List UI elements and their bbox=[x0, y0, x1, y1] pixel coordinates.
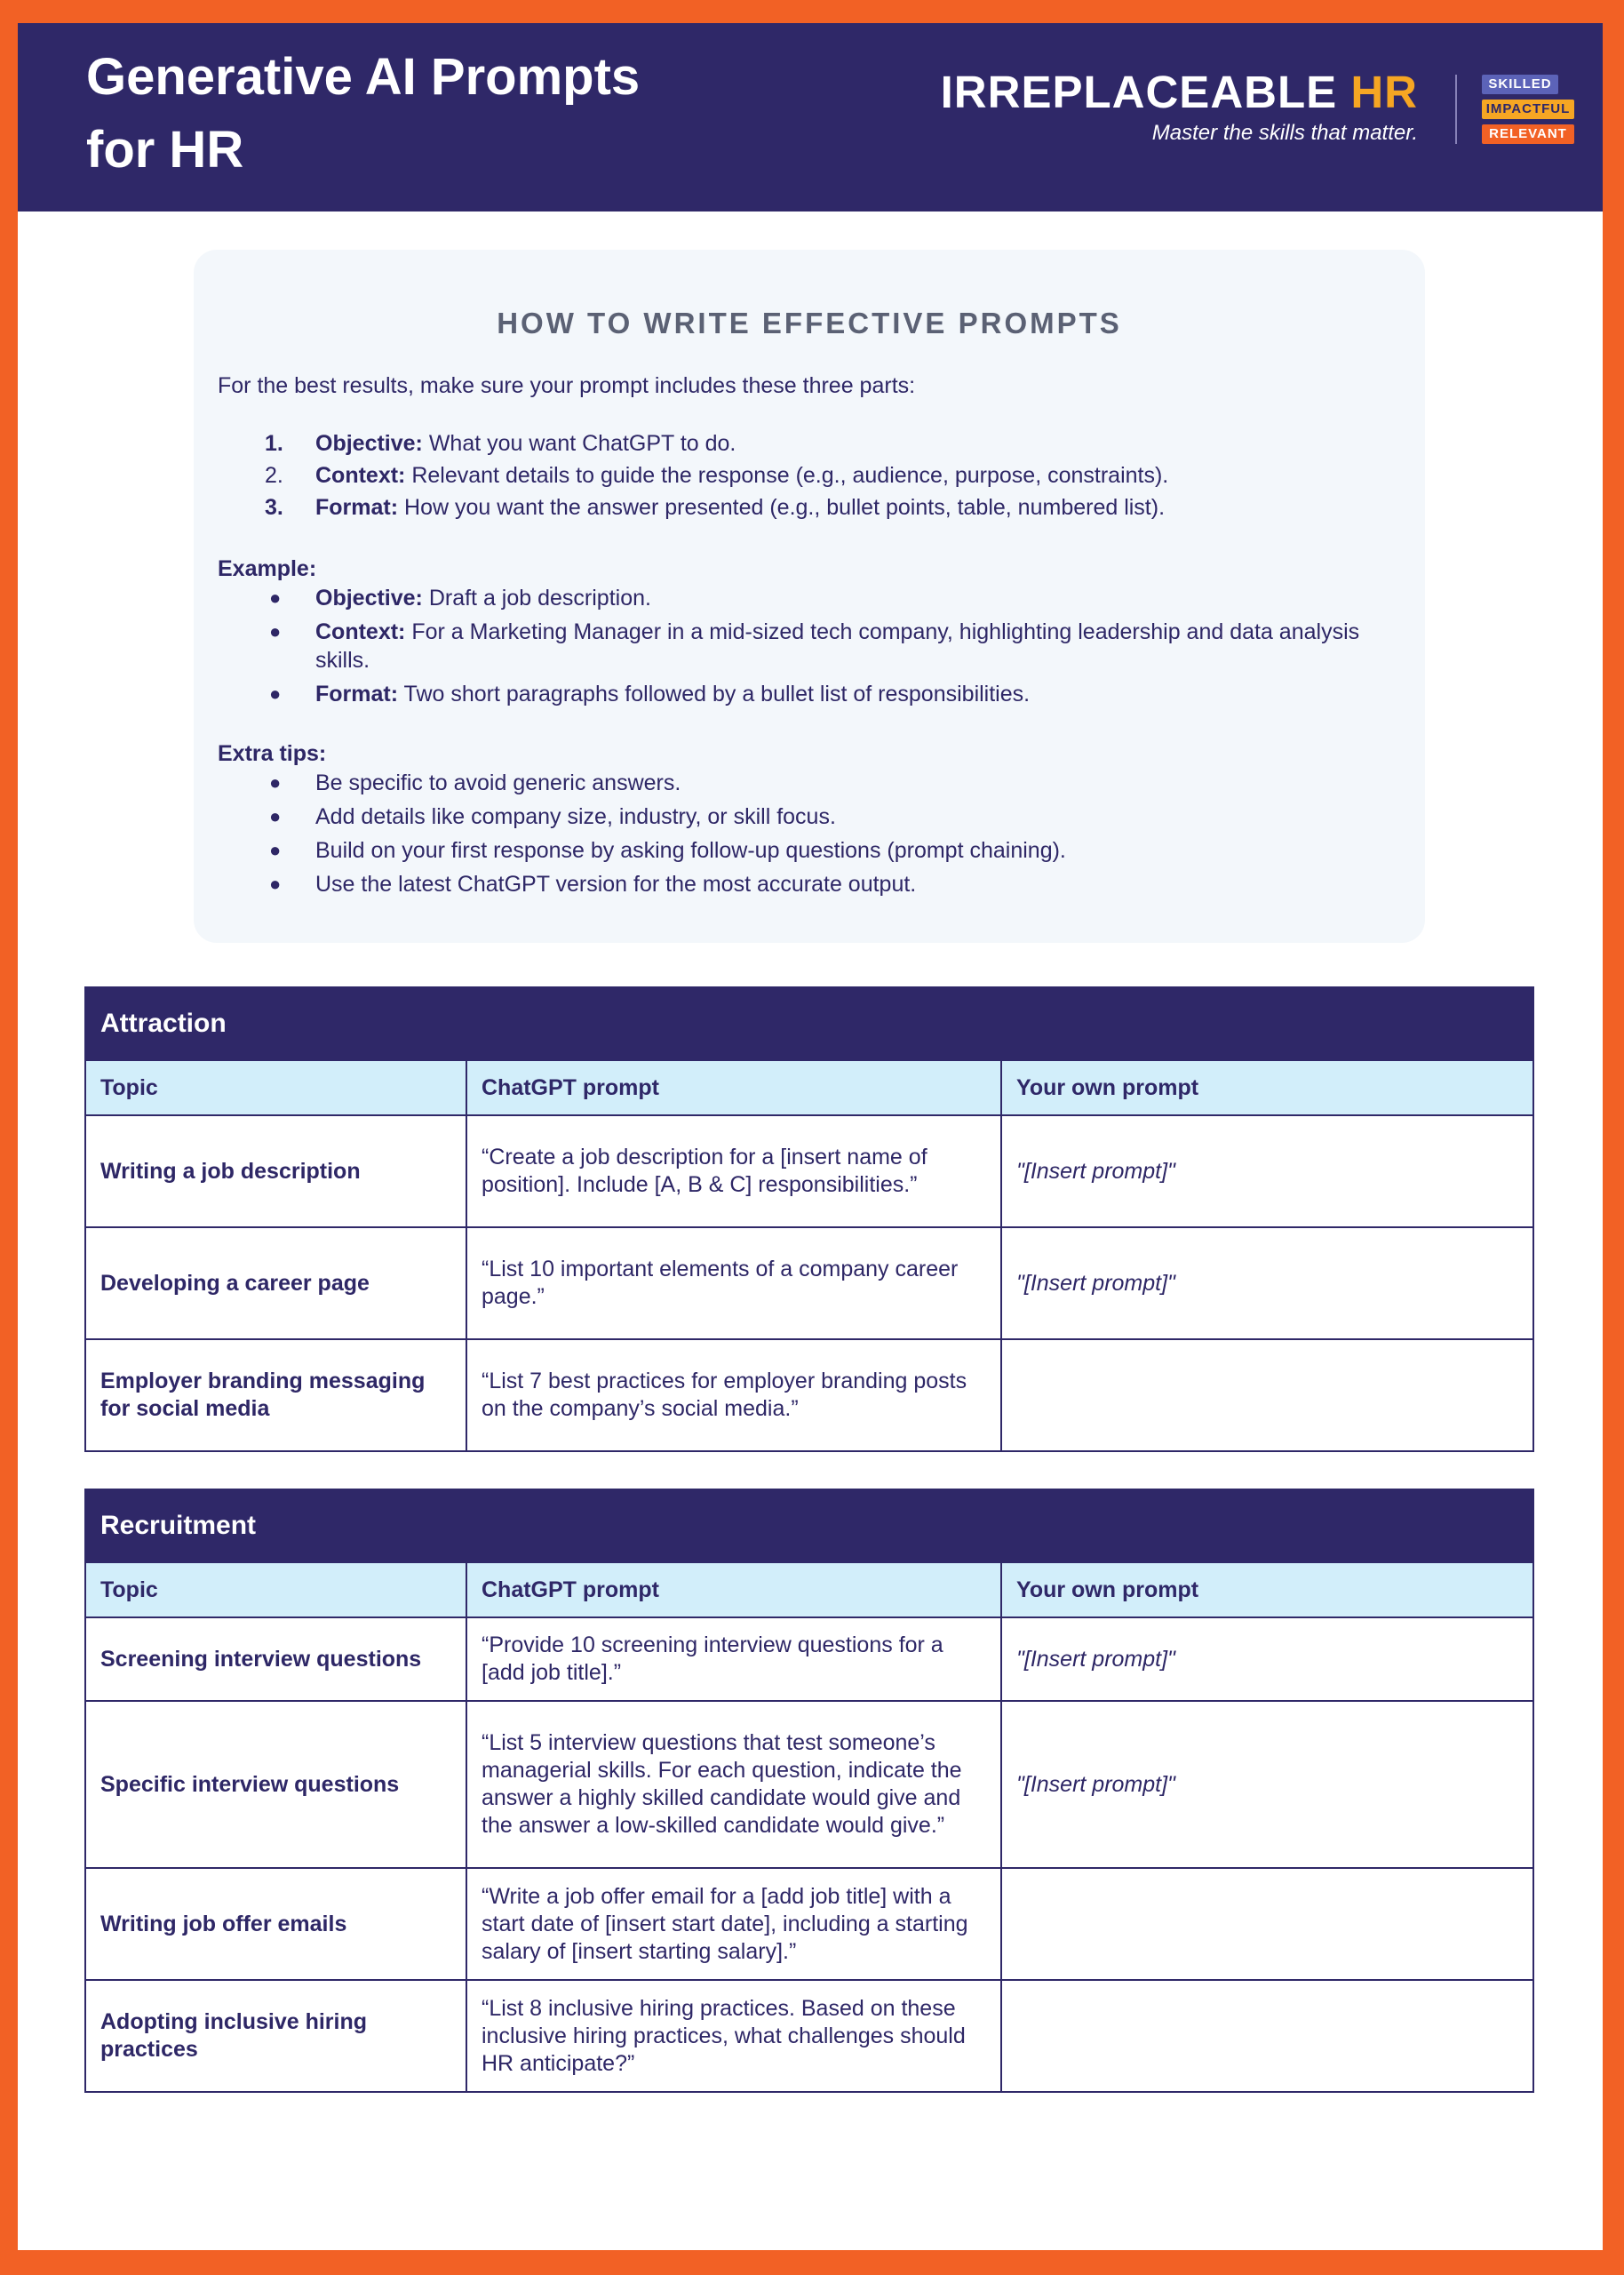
list-item bbox=[218, 491, 1408, 523]
example-label: Context: bbox=[315, 619, 406, 644]
title-line-2: for HR bbox=[86, 121, 244, 179]
brand-logo bbox=[941, 66, 1418, 146]
column-header-topic: Topic bbox=[85, 1060, 466, 1115]
column-header-own: Your own prompt bbox=[1001, 1060, 1533, 1115]
section-header-row bbox=[85, 1489, 1533, 1562]
tip-text: Use the latest ChatGPT version for the most accurate output. bbox=[315, 872, 917, 897]
list-item bbox=[218, 427, 1408, 459]
list-item bbox=[218, 836, 1408, 865]
section-header-row bbox=[85, 987, 1533, 1060]
table-row bbox=[85, 1227, 1533, 1339]
topic-cell: Writing a job description bbox=[85, 1115, 466, 1227]
example-text: Two short paragraphs followed by a bullet list of responsibilities. bbox=[398, 682, 1031, 706]
column-header-own: Your own prompt bbox=[1001, 1562, 1533, 1617]
own-prompt-cell: "[Insert prompt]" bbox=[1001, 1701, 1533, 1868]
bullet-icon: ● bbox=[269, 839, 282, 861]
prompt-cell: “Write a job offer email for a [add job title] with a start date of [insert start date], including a starting salary of [insert starting salary].” bbox=[466, 1868, 1001, 1980]
own-prompt-cell bbox=[1001, 1339, 1533, 1451]
bullet-icon: ● bbox=[269, 873, 282, 895]
bullet-icon: ● bbox=[269, 805, 282, 827]
table-row bbox=[85, 1980, 1533, 2092]
column-header-prompt: ChatGPT prompt bbox=[466, 1060, 1001, 1115]
tips-heading: Extra tips: bbox=[218, 741, 327, 766]
badge-skilled: SKILLED bbox=[1482, 75, 1558, 94]
prompt-cell: “Provide 10 screening interview questions for a [add job title].” bbox=[466, 1617, 1001, 1701]
column-header-topic: Topic bbox=[85, 1562, 466, 1617]
document-page bbox=[18, 23, 1603, 2250]
tip-text: Add details like company size, industry, or skill focus. bbox=[315, 804, 836, 829]
example-label: Format: bbox=[315, 682, 399, 706]
part-label: Objective: bbox=[315, 431, 423, 456]
list-number: 2. bbox=[265, 463, 283, 488]
prompt-cell: “List 8 inclusive hiring practices. Based on these inclusive hiring practices, what challenges should HR anticipate?” bbox=[466, 1980, 1001, 2092]
prompt-cell: “Create a job description for a [insert name of position]. Include [A, B & C] responsibilities.” bbox=[466, 1115, 1001, 1227]
bullet-icon: ● bbox=[269, 682, 282, 705]
own-prompt-cell: "[Insert prompt]" bbox=[1001, 1115, 1533, 1227]
how-to-intro: For the best results, make sure your prompt includes these three parts: bbox=[218, 373, 916, 398]
brand-accent: HR bbox=[1350, 67, 1418, 117]
how-to-panel bbox=[194, 250, 1425, 943]
table-row bbox=[85, 1339, 1533, 1451]
list-item bbox=[218, 802, 1408, 831]
badge-impactful: IMPACTFUL bbox=[1482, 100, 1574, 119]
part-text: How you want the answer presented (e.g., bullet points, table, numbered list). bbox=[398, 495, 1166, 520]
page-title bbox=[86, 41, 761, 187]
how-to-body bbox=[218, 371, 1408, 904]
prompt-parts-list bbox=[218, 427, 1408, 523]
table-row bbox=[85, 1115, 1533, 1227]
badge-relevant: RELEVANT bbox=[1482, 124, 1574, 144]
example-label: Objective: bbox=[315, 586, 423, 611]
bullet-icon: ● bbox=[269, 771, 282, 794]
list-item bbox=[218, 618, 1408, 675]
title-line-1: Generative AI Prompts bbox=[86, 48, 641, 106]
own-prompt-cell: "[Insert prompt]" bbox=[1001, 1227, 1533, 1339]
list-number: 1. bbox=[265, 431, 283, 456]
how-to-title: HOW TO WRITE EFFECTIVE PROMPTS bbox=[497, 307, 1122, 339]
recruitment-table bbox=[84, 1489, 1534, 2093]
column-header-row bbox=[85, 1060, 1533, 1115]
topic-cell: Employer branding messaging for social media bbox=[85, 1339, 466, 1451]
tip-text: Be specific to avoid generic answers. bbox=[315, 770, 681, 795]
example-list bbox=[218, 584, 1408, 708]
list-item bbox=[218, 769, 1408, 797]
prompt-cell: “List 5 interview questions that test someone’s managerial skills. For each question, indicate the answer a highly skilled candidate would give and the answer a low-skilled candidate would give.” bbox=[466, 1701, 1001, 1868]
brand-name bbox=[941, 66, 1418, 119]
tip-text: Build on your first response by asking follow-up questions (prompt chaining). bbox=[315, 838, 1066, 863]
table-row bbox=[85, 1617, 1533, 1701]
bullet-icon: ● bbox=[269, 587, 282, 609]
part-text: Relevant details to guide the response (e.g., audience, purpose, constraints). bbox=[405, 463, 1169, 488]
brand-badges bbox=[1482, 75, 1574, 149]
table-row bbox=[85, 1701, 1533, 1868]
list-item bbox=[218, 680, 1408, 708]
topic-cell: Writing job offer emails bbox=[85, 1868, 466, 1980]
list-item bbox=[218, 870, 1408, 898]
topic-cell: Screening interview questions bbox=[85, 1617, 466, 1701]
table-row bbox=[85, 1868, 1533, 1980]
column-header-prompt: ChatGPT prompt bbox=[466, 1562, 1001, 1617]
topic-cell: Developing a career page bbox=[85, 1227, 466, 1339]
bullet-icon: ● bbox=[269, 620, 282, 643]
example-text: Draft a job description. bbox=[422, 586, 651, 611]
example-heading: Example: bbox=[218, 556, 317, 581]
example-text: For a Marketing Manager in a mid-sized tech company, highlighting leadership and data analysis skills. bbox=[315, 619, 1360, 673]
prompt-cell: “List 10 important elements of a company career page.” bbox=[466, 1227, 1001, 1339]
section-title-attraction: Attraction bbox=[85, 987, 1533, 1060]
own-prompt-cell bbox=[1001, 1868, 1533, 1980]
own-prompt-cell: "[Insert prompt]" bbox=[1001, 1617, 1533, 1701]
column-header-row bbox=[85, 1562, 1533, 1617]
section-title-recruitment: Recruitment bbox=[85, 1489, 1533, 1562]
list-item bbox=[218, 584, 1408, 612]
attraction-table bbox=[84, 986, 1534, 1452]
part-label: Context: bbox=[315, 463, 406, 488]
own-prompt-cell bbox=[1001, 1980, 1533, 2092]
part-text: What you want ChatGPT to do. bbox=[422, 431, 736, 456]
topic-cell: Adopting inclusive hiring practices bbox=[85, 1980, 466, 2092]
brand-tagline: Master the skills that matter. bbox=[1151, 121, 1418, 145]
tips-list bbox=[218, 769, 1408, 898]
part-label: Format: bbox=[315, 495, 399, 520]
list-number: 3. bbox=[265, 495, 283, 520]
page-header bbox=[18, 23, 1603, 212]
brand-divider bbox=[1455, 75, 1457, 144]
prompt-cell: “List 7 best practices for employer branding posts on the company’s social media.” bbox=[466, 1339, 1001, 1451]
topic-cell: Specific interview questions bbox=[85, 1701, 466, 1868]
brand-main: IRREPLACEABLE bbox=[940, 67, 1338, 117]
list-item bbox=[218, 459, 1408, 491]
